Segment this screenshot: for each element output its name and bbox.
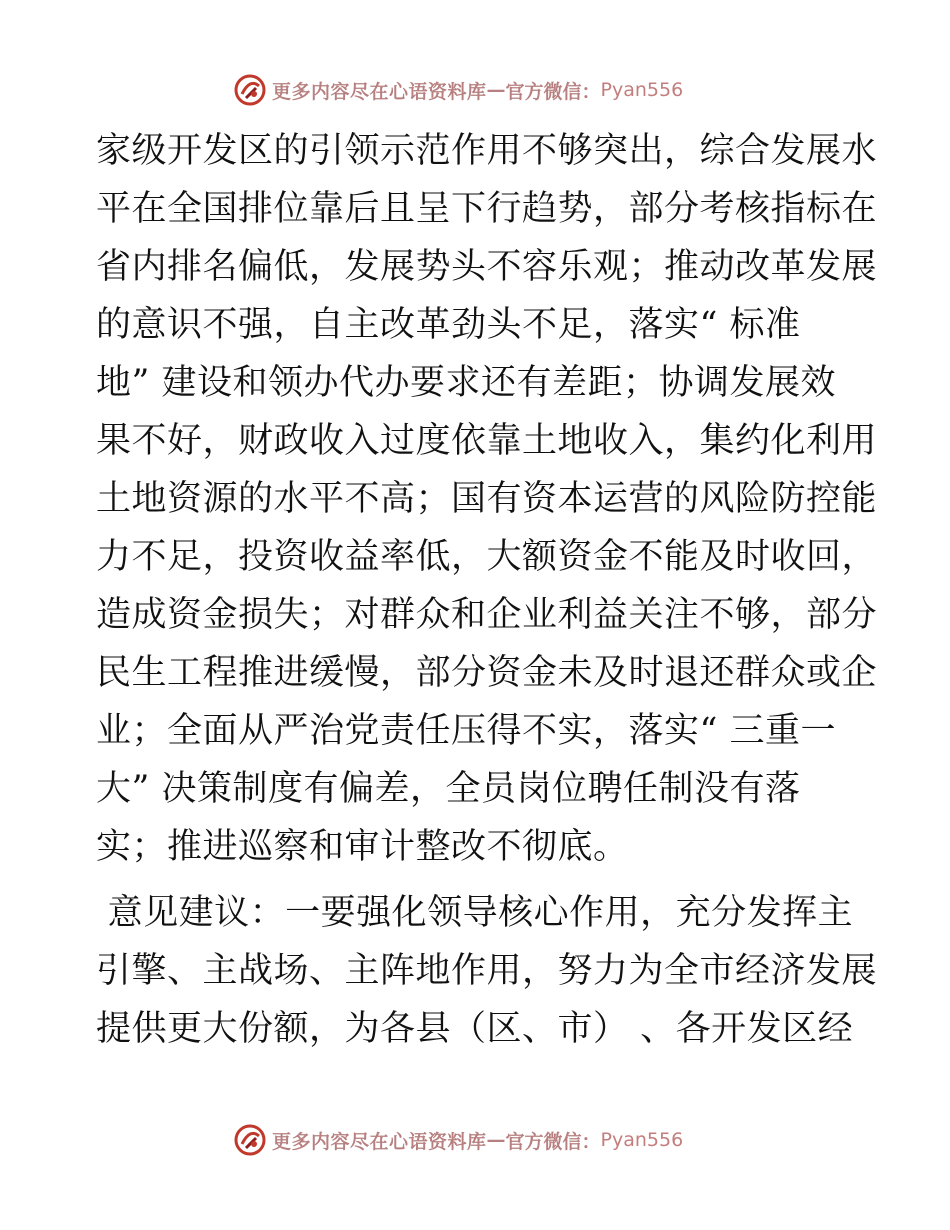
text-line: 提供更大份额，为各县（区、市） 、各开发区经: [96, 1009, 854, 1049]
footer-wechat-label: 官方微信：: [505, 1130, 601, 1153]
text-line: 意见建议：一要强化领导核心作用，充分发挥主: [96, 893, 854, 933]
text-line: 的意识不强，自主改革劲头不足，落实“ 标准: [96, 305, 801, 345]
header-wechat-id: Pyan556: [600, 79, 684, 101]
text-line: 引擎、主战场、主阵地作用，努力为全市经济发展: [96, 951, 878, 991]
footer-wechat-id: Pyan556: [600, 1129, 684, 1151]
text-line: 果不好，财政收入过度依靠土地收入，集约化利用: [96, 421, 878, 461]
text-line: 地” 建设和领办代办要求还有差距；协调发展效: [96, 363, 837, 403]
library-logo-icon: [232, 72, 268, 108]
text-line: 民生工程推进缓慢，部分资金未及时退还群众或企: [96, 653, 878, 693]
text-line: 业；全面从严治党责任压得不实，落实“ 三重一: [96, 711, 837, 751]
text-line: 土地资源的水平不高；国有资本运营的风险防控能: [96, 479, 878, 519]
header-wechat-label: 官方微信：: [505, 80, 601, 103]
document-body: [96, 122, 878, 1058]
footer-separator: —: [486, 1129, 506, 1151]
paragraph-1: [96, 122, 878, 876]
text-line: 省内排名偏低，发展势头不容乐观；推动改革发展: [96, 247, 878, 287]
text-line: 造成资金损失；对群众和企业利益关注不够，部分: [96, 595, 878, 635]
text-line: 家级开发区的引领示范作用不够突出，综合发展水: [96, 131, 878, 171]
header-watermark-banner: [232, 70, 732, 110]
paragraph-gap: [96, 876, 856, 884]
text-line: 实；推进巡察和审计整改不彻底。: [96, 827, 629, 867]
text-line: 力不足，投资收益率低，大额资金不能及时收回，: [96, 537, 878, 577]
paragraph-2: [96, 884, 878, 1058]
text-line: 平在全国排位靠后且呈下行趋势，部分考核指标在: [96, 189, 878, 229]
text-line: 大” 决策制度有偏差，全员岗位聘任制没有落: [96, 769, 801, 809]
header-slogan: 更多内容尽在心语资料库: [272, 80, 487, 103]
library-logo-icon: [232, 1122, 268, 1158]
footer-watermark-banner: [232, 1120, 732, 1160]
footer-slogan: 更多内容尽在心语资料库: [272, 1130, 487, 1153]
header-separator: —: [486, 79, 506, 101]
